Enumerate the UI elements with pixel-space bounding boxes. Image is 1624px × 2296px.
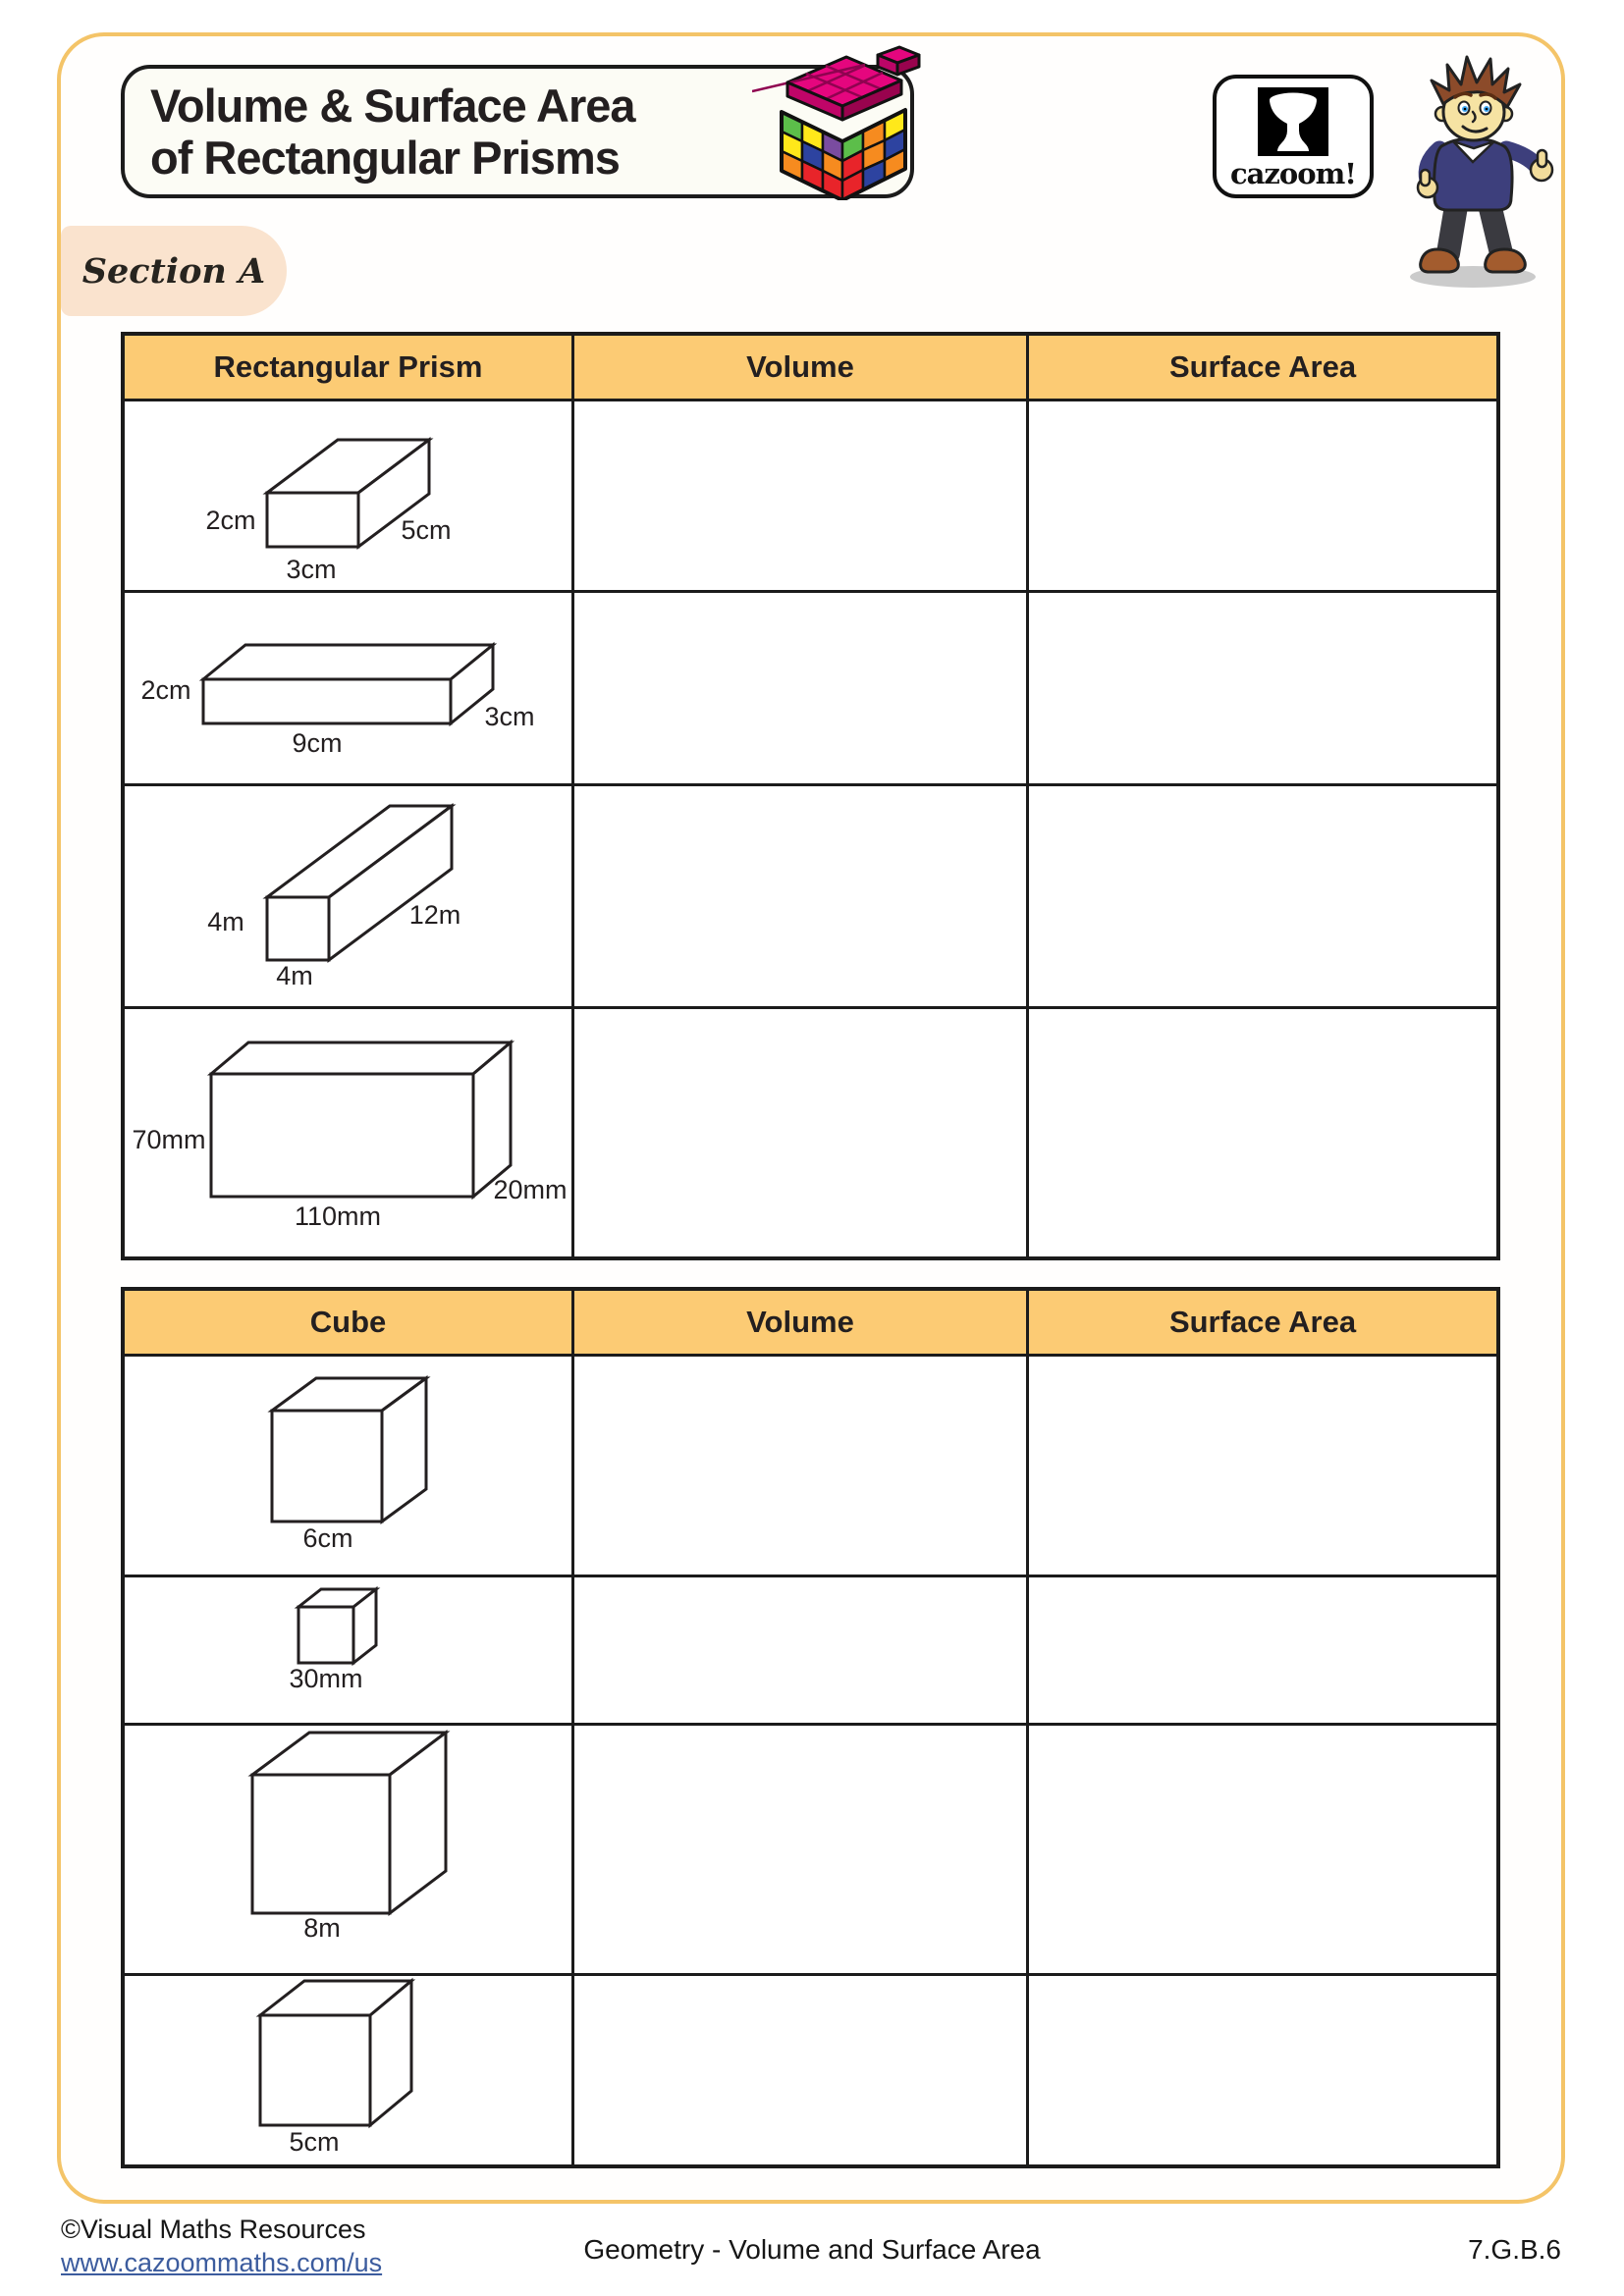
- worksheet-title-line1: Volume & Surface Area: [150, 79, 635, 132]
- cube2-volume-answer-cell: [574, 1577, 1026, 1723]
- prism-figure-row3: [125, 786, 571, 1006]
- cube-figure-row2: [125, 1577, 571, 1723]
- prism2-height-label: 2cm: [140, 675, 191, 705]
- worksheet-title-line2: of Rectangular Prisms: [150, 132, 620, 184]
- cube-figure-row4: [125, 1976, 571, 2164]
- cube1-surface-area-answer-cell: [1029, 1357, 1496, 1575]
- prism1-height-label: 2cm: [205, 506, 256, 535]
- footer-standard-code: 7.G.B.6: [1468, 2234, 1561, 2265]
- footer-copyright: ©Visual Maths Resources: [61, 2215, 366, 2244]
- prism1-width-label: 3cm: [286, 555, 337, 584]
- prism-figure-row4: [125, 1009, 571, 1256]
- prism1-depth-label: 5cm: [401, 515, 452, 545]
- prism2-width-label: 9cm: [292, 728, 343, 758]
- prism4-height-label: 70mm: [132, 1125, 206, 1154]
- prism3-width-label: 4m: [276, 961, 313, 990]
- prism-table-header-surface-area: Surface Area: [1029, 336, 1496, 399]
- prism2-volume-answer-cell: [574, 593, 1026, 783]
- cube2-surface-area-answer-cell: [1029, 1577, 1496, 1723]
- cube4-surface-area-answer-cell: [1029, 1976, 1496, 2164]
- cazoom-logo-text: cazoom!: [1229, 157, 1357, 190]
- prism3-depth-label: 12m: [408, 900, 461, 930]
- cube-table-header-surface-area: Surface Area: [1029, 1291, 1496, 1354]
- prism3-volume-answer-cell: [574, 786, 1026, 1006]
- footer-topic-text: Geometry - Volume and Surface Area: [583, 2234, 1041, 2265]
- cube-table-header-volume: Volume: [574, 1291, 1026, 1354]
- prism1-surface-area-answer-cell: [1029, 401, 1496, 590]
- prism2-surface-area-answer-cell: [1029, 593, 1496, 783]
- rubiks-cube-icon: [752, 43, 931, 200]
- prism-table-header-volume: Volume: [574, 336, 1026, 399]
- prism-figure-row2: [125, 593, 571, 783]
- prism1-volume-answer-cell: [574, 401, 1026, 590]
- cube2-side-label: 30mm: [289, 1664, 363, 1693]
- cube4-volume-answer-cell: [574, 1976, 1026, 2164]
- cazoom-logo: [1213, 75, 1374, 198]
- mascot-illustration: [1371, 51, 1579, 294]
- prism-figure-row1: [125, 401, 571, 590]
- cube-figure-row1: [125, 1357, 571, 1575]
- prism2-depth-label: 3cm: [484, 702, 535, 731]
- prism-table-header-shape: Rectangular Prism: [125, 336, 571, 399]
- cube-table-header-shape: Cube: [125, 1291, 571, 1354]
- cube3-volume-answer-cell: [574, 1726, 1026, 1973]
- cube1-volume-answer-cell: [574, 1357, 1026, 1575]
- cube3-side-label: 8m: [303, 1913, 341, 1943]
- prism-table: [121, 332, 1500, 1260]
- prism4-volume-answer-cell: [574, 1009, 1026, 1256]
- prism3-height-label: 4m: [207, 907, 244, 936]
- cube-table: [121, 1287, 1500, 2168]
- cube3-surface-area-answer-cell: [1029, 1726, 1496, 1973]
- prism4-depth-label: 20mm: [493, 1175, 568, 1204]
- section-a-label: Section A: [61, 226, 287, 316]
- cube1-side-label: 6cm: [302, 1523, 353, 1553]
- cazoom-drum-icon: [1258, 87, 1328, 156]
- prism3-surface-area-answer-cell: [1029, 786, 1496, 1006]
- prism4-surface-area-answer-cell: [1029, 1009, 1496, 1256]
- cube4-side-label: 5cm: [289, 2127, 340, 2157]
- prism4-width-label: 110mm: [294, 1201, 382, 1231]
- footer-website-link[interactable]: www.cazoommaths.com/us: [61, 2248, 383, 2277]
- cube-figure-row3: [125, 1726, 571, 1973]
